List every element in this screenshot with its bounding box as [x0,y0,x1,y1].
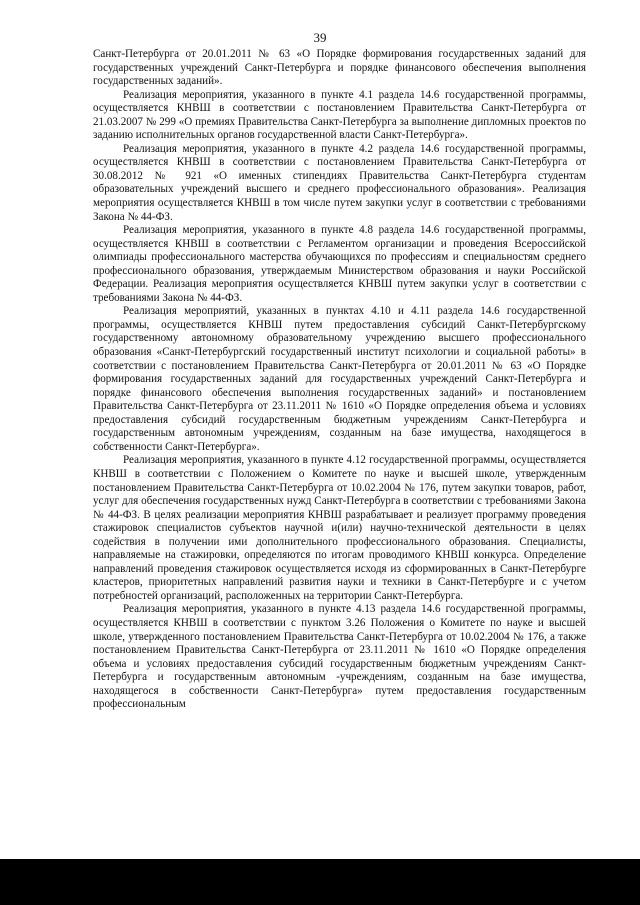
paragraph: Реализация мероприятия, указанного в пункте 4.8 раздела 14.6 государственной программы, осуществляется КНВШ в соответствии с Регламентом организации и проведения Всероссийской олимпиады профессионального мастерства обучающихся по профессиям и специальностям среднего профессионального образования, утверждаемым Министерством образования и науки Российской Федерации. Реализация мероприятия осуществляется КНВШ путем закупки услуг в соответствии с требованиями Закона № 44-ФЗ. [93,224,586,304]
paragraph: Реализация мероприятия, указанного в пункте 4.1 раздела 14.6 государственной программы, осуществляется КНВШ в соответствии с постановлением Правительства Санкт-Петербурга от 21.03.2007 № 299 «О премиях Правительства Санкт-Петербурга за выполнение дипломных проектов по заданию исполнительных органов государственной власти Санкт-Петербурга». [93,88,586,142]
paragraph: Реализация мероприятия, указанного в пункте 4.12 государственной программы, осуществляется КНВШ в соответствии с Положением о Комитете по науке и высшей школе, утвержденным постановлением Правительства Санкт-Петербурга от 10.02.2004 № 176, путем закупки товаров, работ, услуг для обеспечения государственных нужд Санкт-Петербурга в соответствии с требованиями Закона № 44-ФЗ. В целях реализации мероприятия КНВШ разрабатывает и реализует программу проведения стажировок специалистов субъектов научной и(или) научно-технической деятельности в целях содействия в получении ими дополнительного профессионального образования. Специалисты, направляемые на стажировки, определяются по итогам проводимого КНВШ конкурса. Определение направлений проведения стажировок осуществляется исходя из сформированных в Санкт-Петербурге кластеров, приоритетных направлений развития науки и техники в Санкт-Петербурге и с учетом потребностей организаций, расположенных на территории Санкт-Петербурга. [93,454,586,602]
paragraph: Реализация мероприятия, указанного в пункте 4.2 раздела 14.6 государственной программы, осуществляется КНВШ в соответствии с постановлением Правительства Санкт-Петербурга от 30.08.2012 № 921 «О именных стипендиях Правительства Санкт-Петербурга студентам образовательных учреждений высшего и среднего профессионального образования». Реализация мероприятия осуществляется КНВШ в том числе путем закупки услуг в соответствии с требованиями Закона № 44-ФЗ. [93,142,586,223]
page-number: 39 [313,30,327,45]
scan-bottom-bar [0,859,640,905]
paragraph: Реализация мероприятия, указанного в пункте 4.13 раздела 14.6 государственной программы, осуществляется КНВШ в соответствии с пунктом 3.26 Положения о Комитете по науке и высшей школе, утвержденного постановлением Правительства Санкт-Петербурга от 10.02.2004 № 176, а также постановлением Правительства Санкт-Петербурга от 23.11.2011 № 1610 «О Порядке определения объема и условиях предоставления субсидий государственным бюджетным учреждениям Санкт-Петербурга и государственным автономным -учреждениям, созданным на базе имущества, находящегося в собственности Санкт-Петербурга» путем предоставления государственным профессиональным [93,603,586,711]
body-text [93,48,586,712]
paragraph: Реализация мероприятий, указанных в пунктах 4.10 и 4.11 раздела 14.6 государственной программы, осуществляется КНВШ путем предоставления субсидий Санкт-Петербургскому государственному автономному образовательному учреждению высшего профессионального образования «Санкт-Петербургский государственный институт психологии и социальной работы» в соответствии с постановлением Правительства Санкт-Петербурга от 20.01.2011 № 63 «О Порядке формирования государственных заданий для государственных учреждений Санкт-Петербурга и порядке финансового обеспечения выполнения государственных заданий» и постановлением Правительства Санкт-Петербурга от 23.11.2011 № 1610 «О Порядке определения объема и условиях предоставления субсидий государственным бюджетным учреждениям Санкт-Петербурга и государственным автономным учреждениям, созданным на базе имущества, находящегося в собственности Санкт-Петербурга». [93,305,586,453]
paragraph-continued: Санкт-Петербурга от 20.01.2011 № 63 «О Порядке формирования государственных заданий для государственных учреждений Санкт-Петербурга и порядке финансового обеспечения выполнения государственных заданий». [93,48,586,88]
